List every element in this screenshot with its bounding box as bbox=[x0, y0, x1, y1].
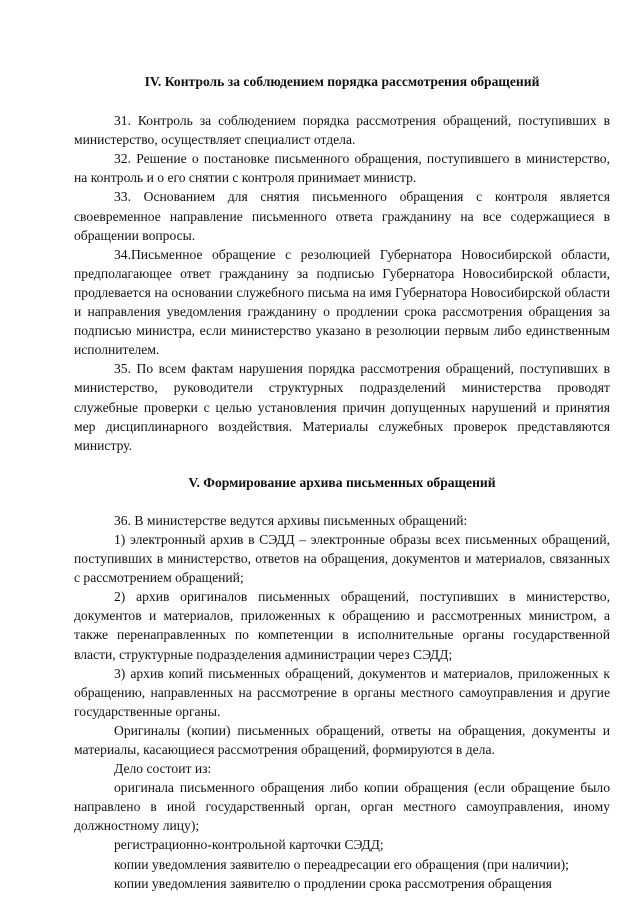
section-v-heading: V. Формирование архива письменных обращений bbox=[188, 474, 496, 490]
section-iv-heading: IV. Контроль за соблюдением порядка рассмотрения обращений bbox=[144, 74, 540, 89]
list-item-2: 2) архив оригиналов письменных обращений, поступивших в министерство, документов и материалов, приложенных к обращению и рассмотренных министром, а также перенаправленных по компетенции в исполнительные органы государственной власти, структурные подразделения администрации через СЭДД; bbox=[74, 589, 610, 662]
case-contents-intro: Дело состоит из: bbox=[114, 761, 212, 777]
document-page bbox=[74, 72, 610, 893]
case-item-card: регистрационно-контрольной карточки СЭДД; bbox=[114, 837, 384, 853]
paragraph-34: 34.Письменное обращение с резолюцией Губернатора Новосибирской области, предполагающее ответ гражданину за подписью Губернатора Новосибирской области, продлевается на основании служебного письма на имя Губернатора Новосибирской области и направления уведомления гражданину о продлении срока рассмотрения обращения за подписью министра, если министерство указано в резолюции первым либо единственным исполнителем. bbox=[74, 246, 610, 358]
case-item-original: оригинала письменного обращения либо копии обращения (если обращение было направлено в иной государственный орган, орган местного самоуправления, иному должностному лицу); bbox=[74, 780, 610, 834]
paragraph-31: 31. Контроль за соблюдением порядка рассмотрения обращений, поступивших в министерство, осуществляет специалист отдела. bbox=[74, 113, 610, 148]
paragraph-35: 35. По всем фактам нарушения порядка рассмотрения обращений, поступивших в министерство, руководители структурных подразделений министерства проводят служебные проверки с целью установления причин допущенных нарушений и принятия мер дисциплинарного воздействия. Материалы служебных проверок представляются министру. bbox=[74, 361, 610, 453]
paragraph-33: 33. Основанием для снятия письменного обращения с контроля является своевременное направление письменного ответа гражданину на все содержащиеся в обращении вопросы. bbox=[74, 189, 610, 243]
case-item-extension-notice: копии уведомления заявителю о продлении срока рассмотрения обращения bbox=[114, 875, 552, 891]
case-item-redirect-notice: копии уведомления заявителю о переадресации его обращения (при наличии); bbox=[114, 856, 569, 872]
paragraph-36: 36. В министерстве ведутся архивы письменных обращений: bbox=[114, 512, 468, 528]
list-item-3: 3) архив копий письменных обращений, документов и материалов, приложенных к обращению, направленных на рассмотрение в органы местного самоуправления и другие государственные органы. bbox=[74, 665, 610, 719]
paragraph-32: 32. Решение о постановке письменного обращения, поступившего в министерство, на контроль и о его снятии с контроля принимает министр. bbox=[74, 151, 610, 186]
list-item-1: 1) электронный архив в СЭДД – электронные образы всех письменных обращений, поступивших в министерство, ответов на обращения, документов и материалов, связанных с рассмотрением обращений; bbox=[74, 531, 610, 586]
originals-paragraph: Оригиналы (копии) письменных обращений, ответы на обращения, документы и материалы, касающиеся рассмотрения обращений, формируются в дела. bbox=[74, 722, 610, 757]
